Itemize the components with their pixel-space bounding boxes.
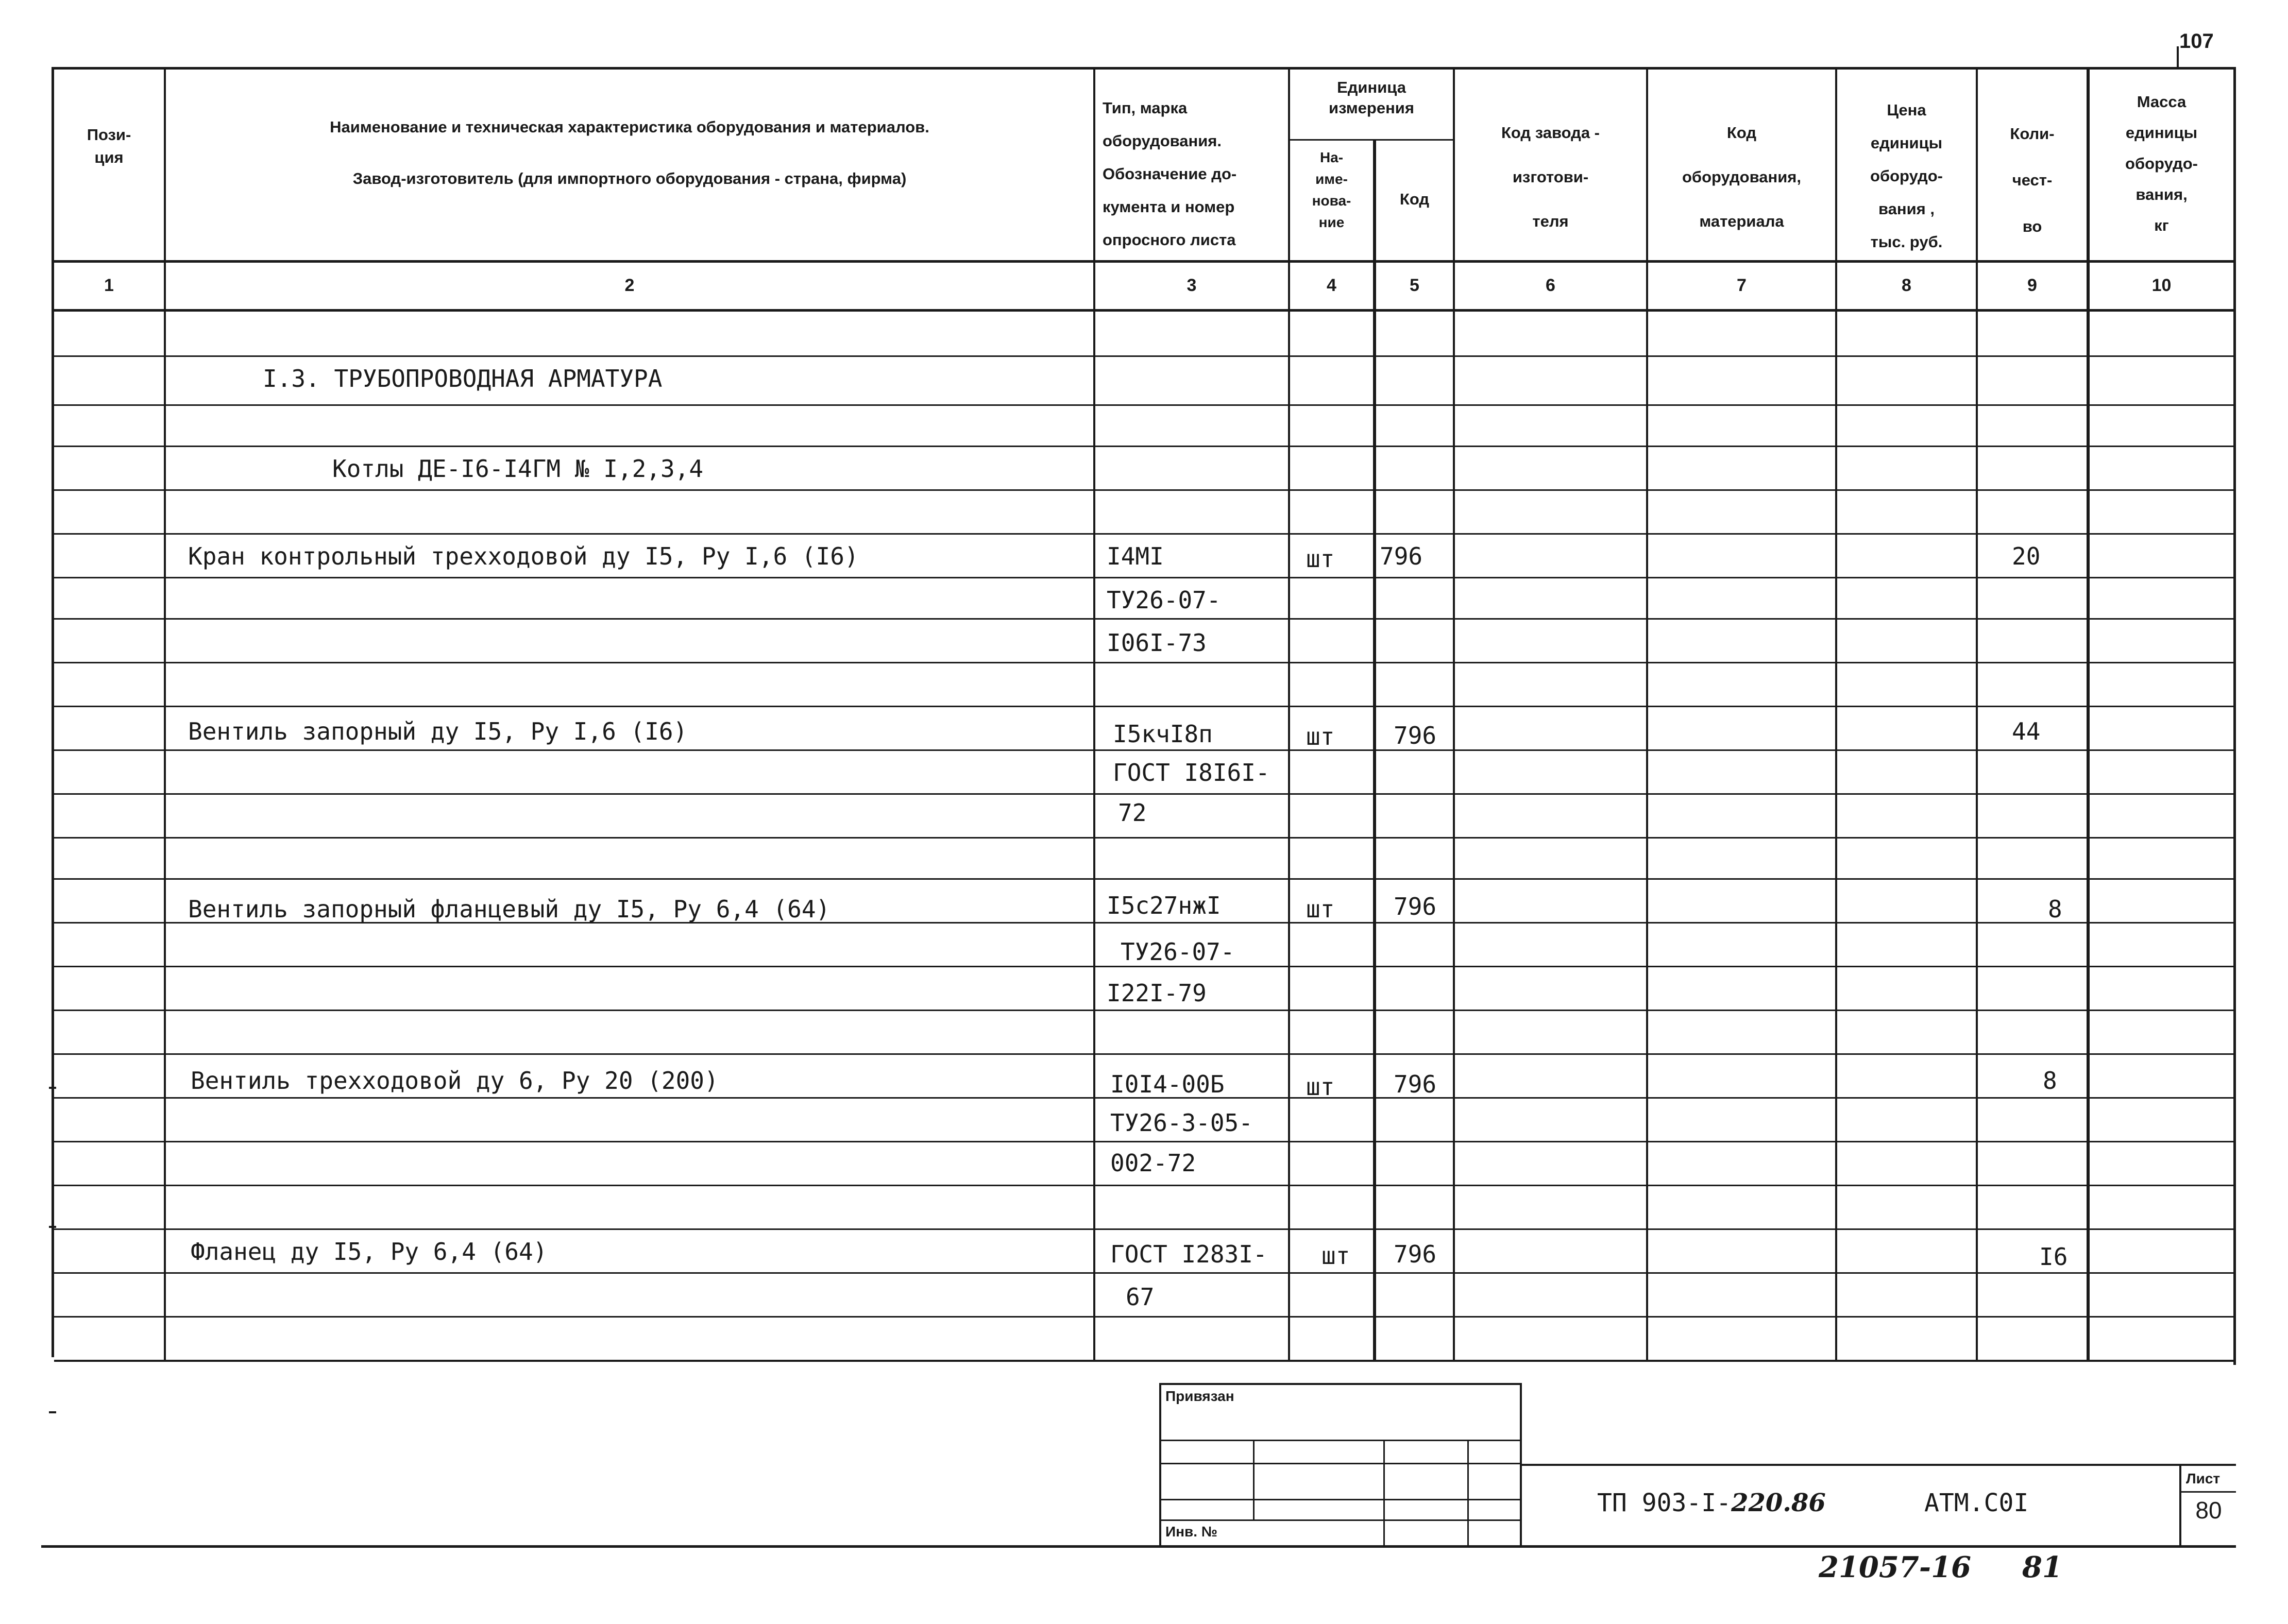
item-type-doc: ТУ26-07-	[1121, 938, 1235, 966]
col-number-2: 2	[624, 276, 635, 295]
item-type-doc: ТУ26-3-05-	[1110, 1109, 1253, 1137]
item-type-doc: ТУ26-07-	[1107, 586, 1221, 614]
header-unit-name: На- име- нова- ние	[1312, 149, 1351, 230]
item-name: Вентиль трехходовой ду 6, Ру 20 (200)	[191, 1067, 719, 1095]
privyazan-label: Привязан	[1165, 1388, 1234, 1404]
item-type-doc: I06I-73	[1107, 629, 1207, 657]
header-mass: Масса единицы оборудо- вания, кг	[2125, 93, 2198, 234]
header-unit-code: Код	[1399, 190, 1430, 208]
item-name: Фланец ду I5, Ру 6,4 (64)	[191, 1238, 548, 1266]
item-type-doc: 67	[1126, 1283, 1155, 1311]
item-type: I5кчI8п	[1113, 720, 1213, 748]
item-name: Вентиль запорный фланцевый ду I5, Ру 6,4 (64)	[188, 895, 831, 923]
item-quantity: 20	[2012, 542, 2041, 570]
item-unit-code: 796	[1394, 1070, 1437, 1098]
header-manufacturer: Завод-изготовитель (для импортного оборудования - страна, фирма)	[352, 169, 907, 187]
header-quantity: Коли- чест- во	[2010, 125, 2055, 235]
sheet-number: 80	[2195, 1497, 2222, 1524]
item-type: I4MI	[1107, 542, 1164, 570]
item-unit: шт	[1306, 723, 1335, 750]
document-code-prefix: ТП 903-I-	[1597, 1489, 1732, 1517]
item-type-doc: 72	[1118, 799, 1147, 827]
section-title: I.3. ТРУБОПРОВОДНАЯ АРМАТУРА	[263, 365, 663, 392]
header-factory-code: Код завода - изготови- теля	[1501, 124, 1600, 230]
item-name: Вентиль запорный ду I5, Ру I,6 (I6)	[188, 717, 688, 745]
page-marker: 107	[2179, 31, 2214, 48]
item-unit-code: 796	[1394, 893, 1437, 920]
item-unit-code: 796	[1380, 542, 1423, 570]
col-number-10: 10	[2151, 276, 2172, 295]
item-type-doc: I22I-79	[1107, 979, 1207, 1007]
archive-sheet: 81	[2022, 1550, 2062, 1584]
item-quantity: 8	[2048, 895, 2062, 923]
inv-number-label: Инв. №	[1165, 1524, 1218, 1540]
col-number-3: 3	[1187, 276, 1197, 295]
item-unit-code: 796	[1394, 1240, 1437, 1268]
col-number-8: 8	[1902, 276, 1911, 295]
sheet-label: Лист	[2186, 1471, 2221, 1486]
document-code-handwritten: 220.86	[1731, 1489, 1826, 1517]
document-code	[1597, 1489, 1826, 1517]
item-unit: шт	[1306, 1073, 1335, 1101]
archive-number: 21057-16	[1819, 1550, 1971, 1584]
header-position: Пози- ция	[87, 126, 131, 166]
item-type: ГОСТ I283I-	[1110, 1240, 1267, 1268]
item-quantity: 8	[2043, 1067, 2057, 1095]
item-type: I0I4-00Б	[1110, 1070, 1225, 1098]
item-unit: шт	[1306, 895, 1335, 923]
header-equipment-code: Код оборудования, материала	[1682, 124, 1801, 230]
item-type-doc: ГОСТ I8I6I-	[1113, 759, 1270, 787]
header-unit: Единица измерения	[1329, 78, 1414, 117]
item-name: Кран контрольный трехходовой ду I5, Ру I,6 (I6)	[188, 542, 859, 570]
header-price: Цена единицы оборудо- вания , тыс. руб.	[1870, 101, 1943, 251]
item-quantity: I6	[2039, 1243, 2068, 1271]
item-type-doc: 002-72	[1110, 1149, 1196, 1177]
header-name: Наименование и техническая характеристика оборудования и материалов.	[330, 118, 929, 136]
col-number-6: 6	[1546, 276, 1555, 295]
page-marker-tick	[2177, 46, 2179, 67]
header-type: Тип, марка оборудования. Обозначение до- кумента и номер опросного листа	[1103, 99, 1237, 249]
subsection-title: Котлы ДЕ-I6-I4ГМ № I,2,3,4	[332, 455, 704, 483]
col-number-7: 7	[1737, 276, 1747, 295]
col-number-9: 9	[2027, 276, 2037, 295]
item-unit-code: 796	[1394, 722, 1437, 749]
col-number-5: 5	[1410, 276, 1419, 295]
item-quantity: 44	[2012, 717, 2041, 745]
item-type: I5с27нжI	[1107, 892, 1221, 919]
item-unit: шт	[1321, 1242, 1350, 1270]
col-number-1: 1	[104, 276, 114, 295]
document-mark: АТМ.С0I	[1924, 1489, 2029, 1517]
col-number-4: 4	[1327, 276, 1336, 295]
item-unit: шт	[1306, 545, 1335, 573]
